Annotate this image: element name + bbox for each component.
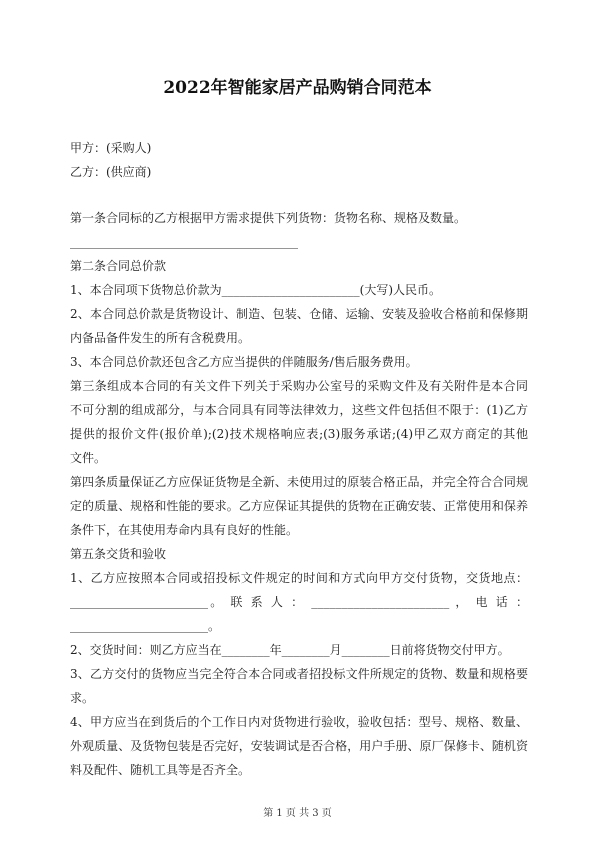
article-3-line: 第三条组成本合同的有关文件下列关于采购办公室号的采购文件及有关附件是本合同 (70, 379, 528, 393)
article-5-clause-4-line: 料及配件、随机工具等是否齐全。 (70, 763, 251, 777)
article-5-clause-1-line: _______________________。 (70, 619, 221, 633)
document-title: 2022年智能家居产品购销合同范本 (163, 78, 432, 98)
contract-body (70, 206, 528, 782)
article-3-line: 提供的报价文件(报价单);(2)技术规格响应表;(3)服务承诺;(4)甲乙双方商定的其他 (70, 427, 528, 441)
article-5-clause-3-line: 3、乙方交付的货物应当完全符合本合同或者招投标文件所规定的货物、数量和规格要 (70, 667, 528, 681)
article-3-line: 不可分割的组成部分，与本合同具有同等法律效力，这些文件包括但不限于：(1)乙方 (70, 403, 528, 417)
article-2-clause-2-line: 2、本合同总价款是货物设计、制造、包装、仓储、运输、安装及验收合格前和保修期 (70, 307, 528, 321)
article-5-clause-1-line: 1、乙方应按照本合同或招投标文件规定的时间和方式向甲方交付货物，交货地点： (70, 571, 528, 585)
article-4-line: 第四条质量保证乙方应保证货物是全新、未使用过的原装合格正品，并完全符合合同规 (70, 475, 528, 489)
article-4-line: 定的质量、规格和性能的要求。乙方应保证其提供的货物在正确安装、正常使用和保养 (70, 499, 528, 513)
article-2-clause-1: 1、本合同项下货物总价款为_______________________(大写)人民币。 (70, 283, 441, 297)
page-number-footer: 第 1 页 共 3 页 (263, 808, 332, 819)
party-a-line: 甲方：(采购人) (70, 141, 152, 155)
article-5-clause-1-line: _______________________。 联 系 人 ： _______________________ ， 电 话 ： (70, 595, 528, 609)
article-2-clause-2-line: 内备品备件发生的所有含税费用。 (70, 331, 251, 345)
parties-block (70, 136, 528, 184)
article-3-line: 文件。 (70, 451, 107, 465)
party-b-line: 乙方：(供应商) (70, 165, 152, 179)
article-2-clause-3: 3、本合同总价款还包含乙方应当提供的伴随服务/售后服务费用。 (70, 355, 418, 369)
article-5-heading: 第五条交货和验收 (70, 547, 167, 561)
article-4-line: 条件下，在其使用寿命内具有良好的性能。 (70, 523, 299, 537)
article-5-clause-4-line: 4、甲方应当在到货后的个工作日内对货物进行验收，验收包括：型号、规格、数量、 (70, 715, 528, 729)
article-1-text: 第一条合同标的乙方根据甲方需求提供下列货物：货物名称、规格及数量。 (70, 211, 467, 225)
article-5-clause-3-line: 求。 (70, 691, 95, 705)
article-5-clause-2: 2、交货时间：则乙方应当在________年________月________日前将货物交付甲方。 (70, 643, 510, 657)
article-2-heading: 第二条合同总价款 (70, 259, 167, 273)
article-1-blank-line: ______________________________________ (70, 235, 298, 249)
article-5-clause-4-line: 外观质量、及货物包装是否完好，安装调试是否合格，用户手册、原厂保修卡、随机资 (70, 739, 528, 753)
